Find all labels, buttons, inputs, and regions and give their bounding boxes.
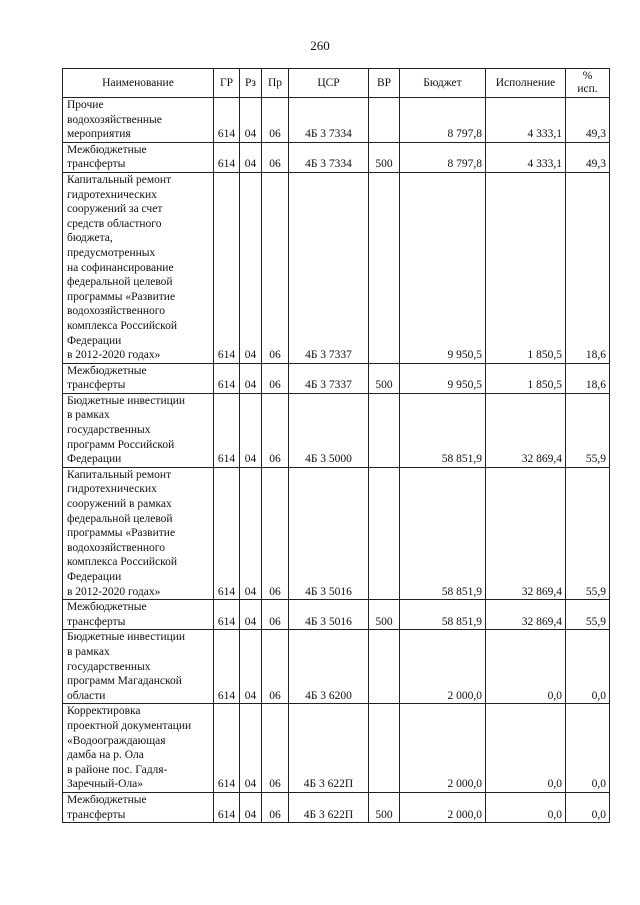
cell-pr: 06 xyxy=(262,363,289,393)
cell-pr: 06 xyxy=(262,98,289,143)
cell-gr: 614 xyxy=(214,363,240,393)
row-name-text: Межбюджетные трансферты xyxy=(67,601,147,628)
cell-name xyxy=(63,363,214,393)
table-row xyxy=(63,704,610,793)
row-name-text: Прочие водохозяйственные мероприятия xyxy=(67,99,162,141)
cell-name xyxy=(63,630,214,704)
cell-budget: 9 950,5 xyxy=(400,172,486,363)
header-vr: ВР xyxy=(369,69,400,98)
cell-rz: 04 xyxy=(240,630,262,704)
table-body xyxy=(63,98,610,823)
cell-vr xyxy=(369,98,400,143)
cell-csr: 4Б 3 622П xyxy=(289,792,369,822)
cell-pct: 0,0 xyxy=(566,704,610,793)
row-name-text: Капитальный ремонт гидротехнических сооружений за счет средств областного бюджета, предусмотренных на софинансирование федеральной целевой программы «Развитие водохозяйственного комплекса Российской Федерации в 2012-2020 годах» xyxy=(67,173,178,362)
cell-execution: 32 869,4 xyxy=(486,467,566,599)
header-pct-label: % исп. xyxy=(577,70,598,95)
cell-rz: 04 xyxy=(240,792,262,822)
header-pr: Пр xyxy=(262,69,289,98)
cell-gr: 614 xyxy=(214,704,240,793)
table-row xyxy=(63,393,610,467)
cell-rz: 04 xyxy=(240,363,262,393)
cell-pr: 06 xyxy=(262,142,289,172)
cell-execution: 0,0 xyxy=(486,630,566,704)
header-gr: ГР xyxy=(214,69,240,98)
cell-name xyxy=(63,172,214,363)
cell-pct: 18,6 xyxy=(566,363,610,393)
cell-csr: 4Б 3 5016 xyxy=(289,467,369,599)
cell-pct: 0,0 xyxy=(566,792,610,822)
cell-csr: 4Б 3 5016 xyxy=(289,600,369,630)
cell-execution: 32 869,4 xyxy=(486,393,566,467)
cell-pct: 0,0 xyxy=(566,630,610,704)
row-name-text: Бюджетные инвестиции в рамках государственных программ Магаданской области xyxy=(67,631,186,702)
table-header-row xyxy=(63,69,610,98)
table-row xyxy=(63,363,610,393)
cell-rz: 04 xyxy=(240,600,262,630)
table-row xyxy=(63,600,610,630)
table-row xyxy=(63,172,610,363)
cell-execution: 32 869,4 xyxy=(486,600,566,630)
cell-vr: 500 xyxy=(369,142,400,172)
cell-vr xyxy=(369,172,400,363)
cell-csr: 4Б 3 5000 xyxy=(289,393,369,467)
cell-execution: 1 850,5 xyxy=(486,172,566,363)
cell-vr xyxy=(369,393,400,467)
cell-rz: 04 xyxy=(240,98,262,143)
cell-pr: 06 xyxy=(262,172,289,363)
cell-csr: 4Б 3 622П xyxy=(289,704,369,793)
cell-gr: 614 xyxy=(214,172,240,363)
row-name-text: Межбюджетные трансферты xyxy=(67,143,147,171)
cell-vr: 500 xyxy=(369,792,400,822)
header-execution: Исполнение xyxy=(486,69,566,98)
cell-name xyxy=(63,704,214,793)
table-row xyxy=(63,467,610,599)
cell-name xyxy=(63,393,214,467)
cell-budget: 2 000,0 xyxy=(400,630,486,704)
budget-table xyxy=(62,68,610,823)
row-name-text: Межбюджетные трансферты xyxy=(67,364,147,392)
cell-pr: 06 xyxy=(262,393,289,467)
cell-name xyxy=(63,142,214,172)
cell-pr: 06 xyxy=(262,704,289,793)
cell-csr: 4Б 3 7334 xyxy=(289,98,369,143)
cell-gr: 614 xyxy=(214,142,240,172)
row-name-text: Корректировка проектной документации «Водоограждающая дамба на р. Ола в районе пос. Гадля- Заречный-Ола» xyxy=(67,705,192,791)
header-name: Наименование xyxy=(63,69,214,98)
cell-budget: 9 950,5 xyxy=(400,363,486,393)
cell-execution: 1 850,5 xyxy=(486,363,566,393)
cell-rz: 04 xyxy=(240,172,262,363)
cell-pr: 06 xyxy=(262,467,289,599)
cell-execution: 4 333,1 xyxy=(486,98,566,143)
table-row xyxy=(63,792,610,822)
cell-pct: 55,9 xyxy=(566,393,610,467)
cell-gr: 614 xyxy=(214,98,240,143)
cell-vr xyxy=(369,704,400,793)
cell-name xyxy=(63,467,214,599)
header-budget: Бюджет xyxy=(400,69,486,98)
cell-vr: 500 xyxy=(369,363,400,393)
cell-rz: 04 xyxy=(240,704,262,793)
cell-vr: 500 xyxy=(369,600,400,630)
table-row xyxy=(63,630,610,704)
cell-pct: 49,3 xyxy=(566,98,610,143)
cell-csr: 4Б 3 6200 xyxy=(289,630,369,704)
cell-gr: 614 xyxy=(214,600,240,630)
cell-budget: 2 000,0 xyxy=(400,792,486,822)
cell-pct: 49,3 xyxy=(566,142,610,172)
cell-pct: 18,6 xyxy=(566,172,610,363)
page-number: 260 xyxy=(310,38,330,53)
header-csr: ЦСР xyxy=(289,69,369,98)
cell-pr: 06 xyxy=(262,600,289,630)
cell-gr: 614 xyxy=(214,393,240,467)
cell-pr: 06 xyxy=(262,630,289,704)
cell-vr xyxy=(369,630,400,704)
cell-gr: 614 xyxy=(214,630,240,704)
cell-csr: 4Б 3 7334 xyxy=(289,142,369,172)
cell-pct: 55,9 xyxy=(566,600,610,630)
cell-budget: 8 797,8 xyxy=(400,142,486,172)
cell-csr: 4Б 3 7337 xyxy=(289,363,369,393)
header-pct xyxy=(566,69,610,98)
cell-pr: 06 xyxy=(262,792,289,822)
cell-rz: 04 xyxy=(240,142,262,172)
row-name-text: Бюджетные инвестиции в рамках государственных программ Российской Федерации xyxy=(67,394,186,466)
cell-budget: 58 851,9 xyxy=(400,393,486,467)
cell-gr: 614 xyxy=(214,467,240,599)
row-name-text: Капитальный ремонт гидротехнических сооружений в рамках федеральной целевой программы «Развитие водохозяйственного комплекса Российской Федерации в 2012-2020 годах» xyxy=(67,468,178,598)
cell-budget: 58 851,9 xyxy=(400,467,486,599)
table-row xyxy=(63,142,610,172)
row-name-text: Межбюджетные трансферты xyxy=(67,793,147,821)
cell-pct: 55,9 xyxy=(566,467,610,599)
cell-name xyxy=(63,792,214,822)
cell-budget: 58 851,9 xyxy=(400,600,486,630)
cell-name xyxy=(63,98,214,143)
cell-name xyxy=(63,600,214,630)
cell-budget: 8 797,8 xyxy=(400,98,486,143)
cell-vr xyxy=(369,467,400,599)
cell-rz: 04 xyxy=(240,393,262,467)
cell-rz: 04 xyxy=(240,467,262,599)
cell-csr: 4Б 3 7337 xyxy=(289,172,369,363)
cell-execution: 0,0 xyxy=(486,792,566,822)
cell-execution: 4 333,1 xyxy=(486,142,566,172)
cell-execution: 0,0 xyxy=(486,704,566,793)
header-rz: Рз xyxy=(240,69,262,98)
table-row xyxy=(63,98,610,143)
cell-budget: 2 000,0 xyxy=(400,704,486,793)
cell-gr: 614 xyxy=(214,792,240,822)
